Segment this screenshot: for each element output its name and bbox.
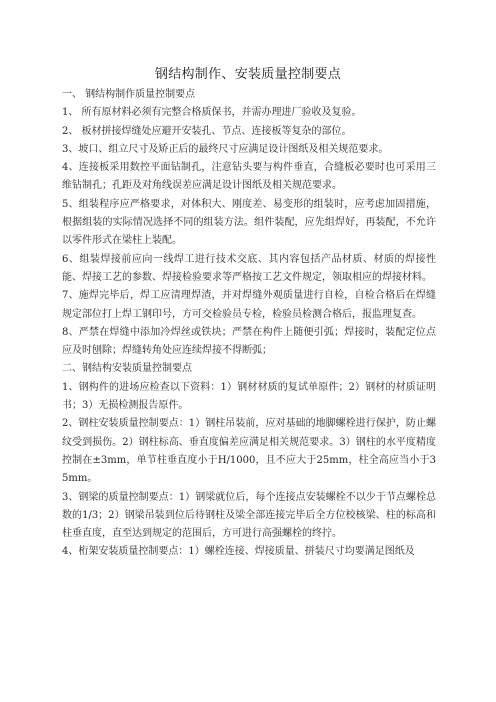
document-body	[62, 86, 436, 562]
paragraph: 2、 板材拼接焊缝处应避开安装孔、节点、连接板等复杂的部位。	[62, 125, 352, 137]
paragraph: 8、严禁在焊缝中添加冷焊丝或铁块；严禁在构件上随便引弧；焊接时，装配定位点应及时刨除；焊缝转角处应连续焊接不得断弧；	[62, 326, 436, 357]
paragraph: 5、组装程序应严格要求，对体积大、刚度差、易变形的组装时，应考虑加固措施，根据组装的实际情况选择不同的组装方法。组件装配，应先组焊好，再装配，不允许以零件形式在梁柱上装配。	[62, 198, 436, 247]
paragraph: 4、连接板采用数控平面钻制孔，注意钻头要与构件垂直，合缝板必要时也可采用三维钻制孔；孔距及对角线误差应满足设计图纸及相关规范要求。	[62, 162, 436, 192]
paragraph: 3、钢梁的质量控制要点：1）钢梁就位后，每个连接点安装螺栓不以少于节点螺栓总数的1/3；2）钢梁吊装到位后待钢柱及梁全部连接完毕后全方位校核梁、柱的标高和柱垂直度，直至达到规定的范围后，方可进行高强螺栓的终拧。	[62, 491, 436, 540]
paragraph: 2、钢柱安装质量控制要点：1）钢柱吊装前，应对基础的地脚螺栓进行保护，防止螺纹受到损伤。2）钢柱标高、垂直度偏差应满足相关规范要求。3）钢柱的水平度精度控制在±3mm，单节柱垂直度小于H/1000，且不应大于25mm，柱全高应当小于35mm。	[62, 418, 436, 485]
paragraph: 1、钢构件的进场应检查以下资料：1）钢材材质的复试单原件；2）钢材的材质证明书；3）无损检测报告原件。	[62, 381, 436, 412]
paragraph: 6、组装焊接前应向一线焊工进行技术交底、其内容包括产品材质、材质的焊接性能、焊接工艺的参数、焊接检验要求等严格按工艺文件规定，领取相应的焊接材料。	[62, 253, 436, 283]
paragraph: 1、 所有原材料必须有完整合格质保书，并需办理进厂验收及复验。	[62, 107, 362, 119]
paragraph: 7、施焊完毕后，焊工应清理焊渣，并对焊缝外观质量进行自检，自检合格后在焊缝规定部位打上焊工钢印号，方可交检验员专检，检验员检测合格后，报监理复查。	[62, 290, 436, 320]
section-heading-1: 一、 钢结构制作质量控制要点	[62, 89, 196, 100]
section-heading-2: 二、钢结构安装质量控制要点	[62, 363, 192, 375]
document-title: 钢结构制作、安装质量控制要点	[154, 67, 342, 82]
paragraph: 4、桁架安装质量控制要点：1）螺栓连接、焊接质量、拼装尺寸均要满足图纸及	[62, 546, 415, 558]
paragraph: 3、坡口、组立尺寸及矫正后的最终尺寸应满足设计图纸及相关规范要求。	[62, 143, 389, 155]
